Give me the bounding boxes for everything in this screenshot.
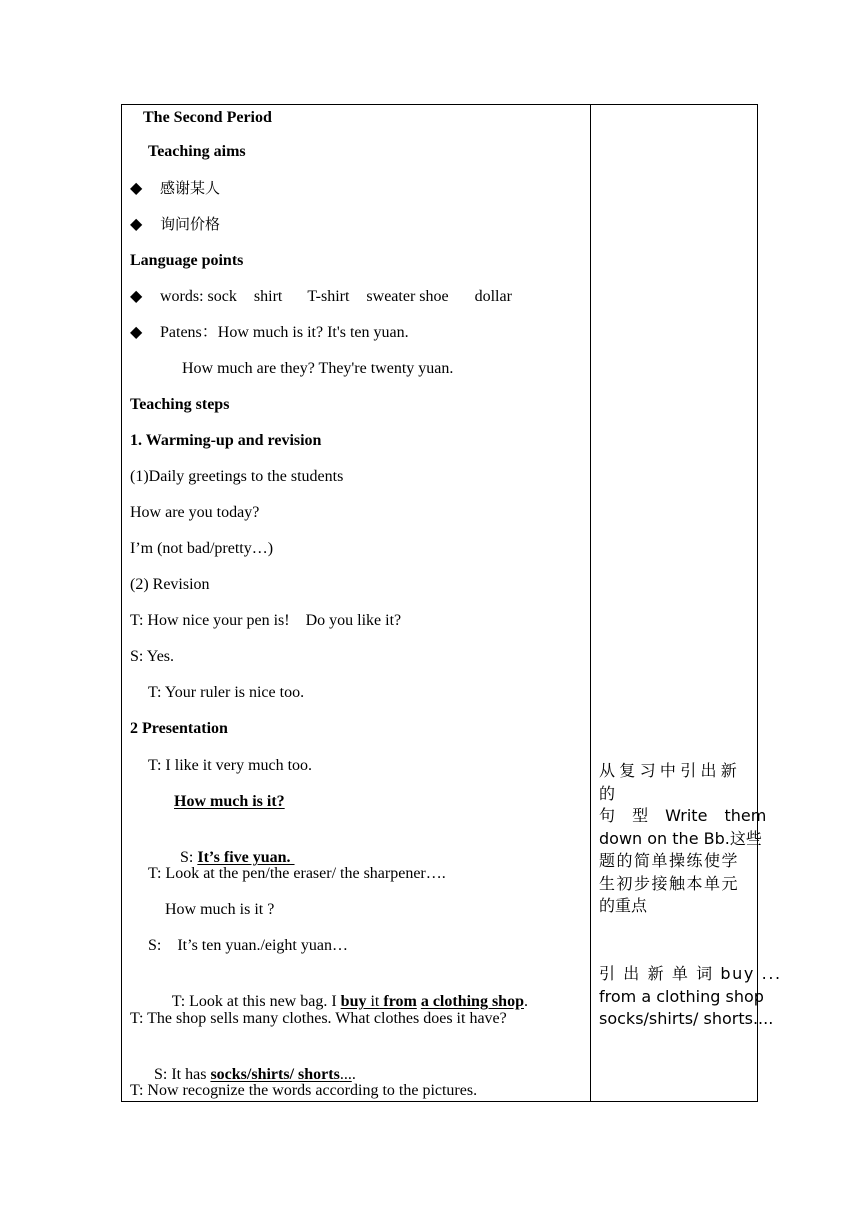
bag-text: T: Look at this new bag. I bbox=[171, 993, 341, 1010]
note-line: 的重点 bbox=[599, 896, 648, 915]
teaching-aims-heading: Teaching aims bbox=[148, 143, 246, 160]
note-line: down on the Bb.这些 bbox=[599, 828, 762, 848]
keyword-clothes: socks/shirts/ shorts bbox=[210, 1066, 340, 1083]
aim-item bbox=[130, 178, 220, 199]
word-item: dollar bbox=[474, 288, 512, 305]
word-item: shirt bbox=[253, 288, 283, 305]
presentation-line: T: I like it very much too. bbox=[148, 757, 313, 774]
step1-line: T: Your ruler is nice too. bbox=[148, 684, 305, 701]
note-line: socks/shirts/ shorts.... bbox=[599, 1009, 774, 1028]
aim-text: 询问价格 bbox=[160, 215, 221, 233]
presentation-line: T: Now recognize the words according to the pictures. bbox=[130, 1082, 478, 1099]
keyword-buy: buy bbox=[340, 993, 371, 1010]
clothes-text: . bbox=[351, 1066, 356, 1083]
word-item: sweater shoe bbox=[366, 288, 449, 305]
language-points-heading: Language points bbox=[130, 252, 244, 269]
patterns-label: Patens：How much is it? It's ten yuan. bbox=[160, 324, 409, 341]
presentation-line: S: It’s ten yuan./eight yuan… bbox=[148, 937, 348, 954]
bag-text: it bbox=[370, 993, 380, 1010]
bag-text: . bbox=[523, 993, 528, 1010]
word-item: T-shirt bbox=[307, 288, 350, 305]
keyword-from: from bbox=[379, 993, 417, 1010]
period-title: The Second Period bbox=[143, 109, 272, 126]
keyword-clothing-shop: a clothing shop bbox=[420, 993, 524, 1010]
clothes-text: ... bbox=[339, 1066, 352, 1083]
diamond-bullet-icon: ◆ bbox=[130, 324, 143, 341]
step1-line: (2) Revision bbox=[130, 576, 210, 593]
step1-line: S: Yes. bbox=[130, 648, 175, 665]
note-line: 从复习中引出新的 bbox=[599, 761, 742, 803]
note-line: 句 型 Write them bbox=[599, 806, 767, 825]
speaker-label: S: bbox=[180, 849, 198, 866]
step1-heading: 1. Warming-up and revision bbox=[130, 432, 322, 449]
presentation-line: T: The shop sells many clothes. What clothes does it have? bbox=[130, 1010, 507, 1027]
diamond-bullet-icon: ◆ bbox=[130, 288, 143, 305]
words-label: words: sock bbox=[160, 288, 237, 305]
presentation-line: How much is it ? bbox=[165, 901, 275, 918]
teaching-steps-heading: Teaching steps bbox=[130, 396, 230, 413]
step1-line: I’m (not bad/pretty…) bbox=[130, 540, 274, 557]
teacher-note-1 bbox=[599, 760, 767, 918]
lesson-plan-table bbox=[121, 104, 782, 1102]
clothes-text: S: It has bbox=[154, 1066, 211, 1083]
step1-line: (1)Daily greetings to the students bbox=[130, 468, 344, 485]
patterns-line bbox=[130, 323, 409, 343]
note-line: 生初步接触本单元 bbox=[599, 873, 740, 893]
diamond-bullet-icon: ◆ bbox=[130, 180, 143, 197]
aim-item bbox=[130, 214, 220, 235]
step2-heading: 2 Presentation bbox=[130, 720, 228, 737]
presentation-line: T: Look at the pen/the eraser/ the sharpener…. bbox=[148, 865, 446, 882]
target-answer: It’s five yuan. bbox=[197, 849, 295, 866]
teacher-note-2 bbox=[599, 963, 782, 1031]
target-question: How much is it? bbox=[174, 793, 285, 810]
note-line: 引 出 新 单 词 buy ... bbox=[599, 964, 782, 983]
patterns-line-2: How much are they? They're twenty yuan. bbox=[182, 360, 454, 377]
step1-line: T: How nice your pen is! Do you like it? bbox=[130, 612, 402, 629]
diamond-bullet-icon: ◆ bbox=[130, 216, 143, 233]
words-line bbox=[130, 287, 512, 307]
note-line: 题的简单操练使学 bbox=[599, 851, 740, 870]
aim-text: 感谢某人 bbox=[160, 179, 221, 197]
column-divider bbox=[590, 105, 591, 1101]
main-content-column bbox=[122, 105, 590, 1101]
step1-line: How are you today? bbox=[130, 504, 260, 521]
note-line: from a clothing shop bbox=[599, 986, 764, 1006]
